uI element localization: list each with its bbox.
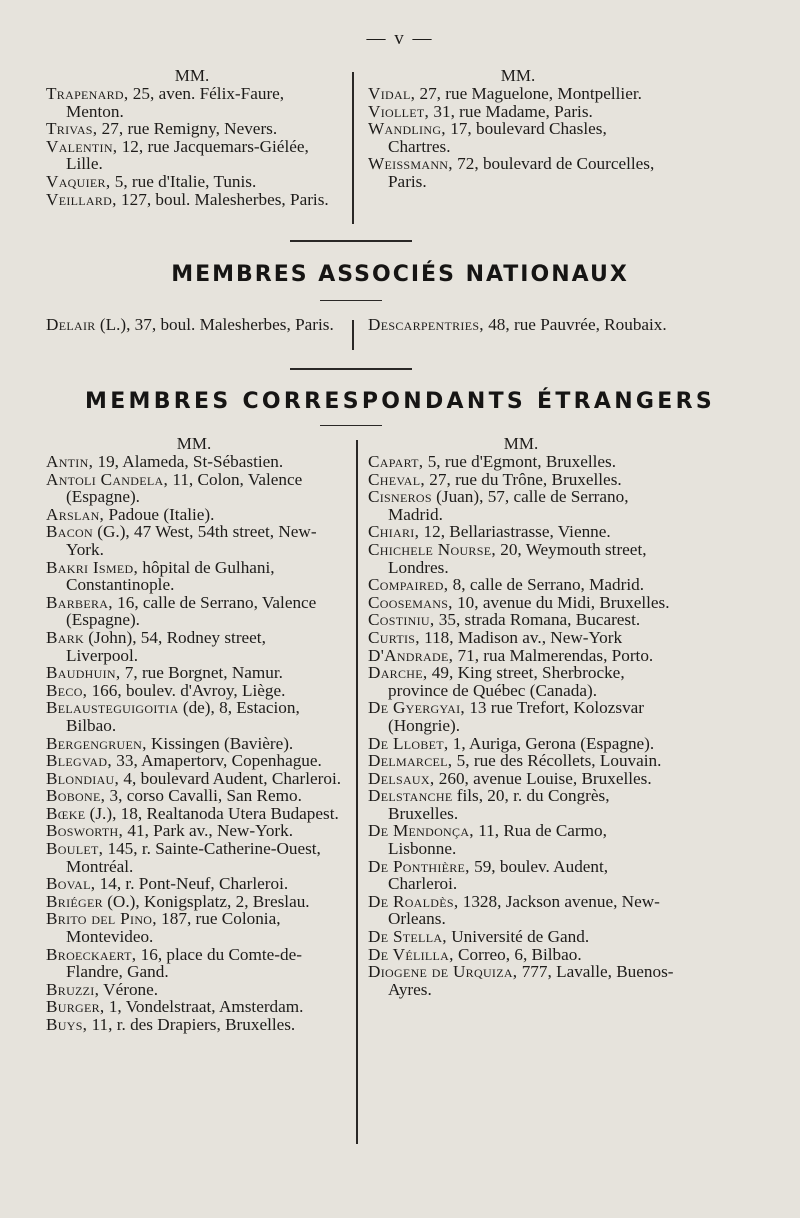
directory-entry [368, 316, 668, 334]
directory-entry [46, 805, 342, 823]
directory-entry [368, 155, 668, 190]
member-name: Bruzzi, [46, 979, 100, 999]
member-address: Correo, 6, Bilbao. [453, 944, 582, 964]
member-address: Université de Gand. [446, 927, 590, 947]
member-address: 13 rue Trefort, Kolozsvar (Hongrie). [388, 698, 645, 735]
member-name: Darche, [368, 663, 428, 683]
title-rule [320, 425, 382, 426]
directory-entry [368, 594, 674, 612]
section-title-etrangers: MEMBRES CORRESPONDANTS ÉTRANGERS [85, 389, 715, 414]
member-name: Viollet, [368, 101, 430, 121]
member-name: Briéger [46, 891, 103, 911]
directory-entry [46, 699, 342, 734]
directory-entry [46, 523, 342, 558]
directory-entry [46, 120, 338, 138]
member-address: 118, Madison av., New-York [419, 627, 623, 647]
member-name: De Ponthière, [368, 856, 470, 876]
column-divider [356, 440, 358, 1144]
directory-entry [46, 787, 342, 805]
directory-entry [368, 946, 674, 964]
member-address: 17, boulevard Chasles, Chartres. [388, 119, 607, 156]
directory-entry [368, 963, 674, 998]
member-address: 11, r. des Drapiers, Bruxelles. [87, 1015, 296, 1034]
directory-entry [368, 453, 674, 471]
member-name: Bacon [46, 522, 93, 542]
directory-entry [46, 471, 342, 506]
member-address: (J.), 18, Realtanoda Utera Budapest. [85, 803, 339, 823]
directory-entry [368, 699, 674, 734]
member-name: Coosemans, [368, 592, 453, 612]
member-name: Brito del Pino, [46, 909, 157, 929]
directory-entry [368, 752, 674, 770]
member-name: Baudhuin, [46, 663, 121, 683]
member-address: 5, rue d'Italie, Tunis. [110, 171, 257, 191]
member-address: 11, Rua de Carmo, Lisbonne. [388, 821, 607, 859]
directory-entry [46, 138, 338, 173]
member-name: Chichele Nourse, [368, 539, 496, 559]
member-name: Delstanche [368, 786, 453, 806]
page-number: — v — [366, 28, 434, 49]
directory-entry [368, 85, 668, 103]
member-address: 1328, Jackson avenue, New-Orleans. [388, 891, 660, 929]
member-address: 41, Park av., New-York. [123, 821, 294, 841]
member-name: De Mendonça, [368, 821, 474, 841]
member-address: 12, Bellariastrasse, Vienne. [419, 522, 611, 542]
directory-entry [368, 858, 674, 893]
directory-entry [46, 664, 342, 682]
directory-entry [368, 541, 674, 576]
member-address: 27, rue Remigny, Nevers. [97, 119, 278, 139]
member-name: Cheval, [368, 469, 425, 489]
member-name: Bosworth, [46, 821, 124, 841]
directory-entry [46, 910, 342, 945]
member-name: De Llobet, [368, 733, 449, 753]
column-header: MM. [503, 434, 539, 453]
member-name: Buys, [46, 1015, 88, 1034]
member-address: (O.), Konigsplatz, 2, Breslau. [102, 891, 310, 911]
column-divider [352, 72, 354, 224]
directory-entry [368, 787, 674, 822]
member-name: Belausteguigoitia [46, 698, 179, 718]
directory-entry [46, 682, 342, 700]
member-address: (L.), 37, boul. Malesherbes, Paris. [95, 315, 334, 334]
directory-entry [46, 173, 338, 191]
member-name: D'Andrade, [368, 645, 454, 665]
directory-entry [46, 85, 338, 120]
directory-entry [368, 611, 674, 629]
member-address: fils, 20, r. du Congrès, Bruxelles. [388, 786, 610, 823]
directory-entry [46, 191, 338, 209]
member-address: 187, rue Colonia, Montevideo. [66, 909, 281, 947]
directory-entry [368, 103, 668, 121]
member-address: (Juan), 57, calle de Serrano, Madrid. [388, 487, 629, 524]
member-name: Descarpentries, [368, 315, 484, 334]
member-name: Antoli Candela, [46, 469, 169, 489]
member-name: Delmarcel, [368, 751, 453, 771]
member-name: De Roaldès, [368, 891, 459, 911]
member-address: 72, boulevard de Courcelles, Paris. [388, 154, 655, 191]
directory-entry [368, 629, 674, 647]
directory-entry [368, 893, 674, 928]
member-address: 7, rue Borgnet, Namur. [120, 663, 283, 683]
member-address: 166, boulev. d'Avroy, Liège. [87, 680, 286, 700]
member-name: Bergengruen, [46, 733, 147, 753]
directory-entry [46, 946, 342, 981]
member-name: Delair [46, 315, 96, 334]
member-name: Trivas, [46, 119, 98, 139]
directory-entry [368, 523, 674, 541]
directory-entry [46, 893, 342, 911]
section-rule [290, 240, 412, 242]
member-name: Trapenard, [46, 84, 129, 103]
member-name: Valentin, [46, 136, 118, 156]
member-name: Capart, [368, 452, 424, 471]
member-address: 27, rue Maguelone, Montpellier. [415, 84, 642, 103]
member-address: 49, King street, Sherbrocke, province de Québec (Canada). [388, 663, 625, 700]
column-header: MM. [174, 66, 210, 85]
member-name: De Gyergyai, [368, 698, 466, 718]
member-name: Bobone, [46, 786, 106, 806]
directory-entry [368, 576, 674, 594]
directory-entry [368, 471, 674, 489]
directory-entry [46, 559, 342, 594]
directory-entry [46, 594, 342, 629]
member-name: Broeckaert, [46, 944, 137, 964]
member-address: 59, boulev. Audent, Charleroi. [388, 856, 609, 894]
member-address: 5, rue d'Egmont, Bruxelles. [423, 452, 616, 471]
member-address: 777, Lavalle, Buenos-Ayres. [388, 962, 674, 999]
member-address: 3, corso Cavalli, San Remo. [105, 786, 302, 806]
member-address: 27, rue du Trône, Bruxelles. [424, 469, 622, 489]
member-name: Blegvad, [46, 751, 112, 771]
member-address: (G.), 47 West, 54th street, New-York. [66, 522, 317, 559]
directory-entry [46, 316, 338, 334]
member-name: Diogene de Urquiza, [368, 962, 518, 982]
member-name: De Stella, [368, 927, 447, 947]
directory-entry [46, 875, 342, 893]
directory-entry [46, 752, 342, 770]
directory-entry [46, 1016, 342, 1034]
member-name: Burger, [46, 997, 105, 1017]
member-address: 5, rue des Récollets, Louvain. [452, 751, 662, 771]
member-address: 16, calle de Serrano, Valence (Espagne). [66, 592, 317, 630]
member-address: 16, place du Comte-de-Flandre, Gand. [66, 944, 302, 982]
member-name: Bark [46, 627, 84, 647]
directory-entry [46, 840, 342, 875]
member-address: 33, Amapertorv, Copenhague. [111, 751, 322, 771]
section-3-right-column [368, 434, 674, 1034]
member-address: 127, boul. Malesherbes, Paris. [116, 189, 329, 209]
member-name: Bœke [46, 803, 86, 823]
member-address: 25, aven. Félix-Faure, Menton. [66, 84, 285, 121]
member-name: Compaired, [368, 575, 449, 595]
directory-entry [368, 488, 674, 523]
section-title-associes: MEMBRES ASSOCIÉS NATIONAUX [171, 262, 629, 287]
member-address: Vérone. [99, 979, 159, 999]
member-address: 35, strada Romana, Bucarest. [434, 610, 641, 630]
member-address: 260, avenue Louise, Bruxelles. [434, 768, 652, 788]
member-name: Vidal, [368, 84, 416, 103]
member-address: Padoue (Italie). [104, 504, 215, 524]
member-name: De Vélilla, [368, 944, 454, 964]
section-1-columns [46, 66, 668, 208]
member-name: Blondiau, [46, 768, 120, 788]
directory-entry [46, 981, 342, 999]
member-address: 4, boulevard Audent, Charleroi. [119, 768, 342, 788]
member-name: Barbera, [46, 592, 113, 612]
member-name: Beco, [46, 680, 88, 700]
directory-entry [46, 735, 342, 753]
directory-entry [368, 120, 668, 155]
member-address: 31, rue Madame, Paris. [429, 101, 593, 121]
directory-entry [368, 664, 674, 699]
member-name: Boulet, [46, 839, 104, 859]
section-2-left-column [46, 316, 338, 334]
member-address: 145, r. Sainte-Catherine-Ouest, Montréal. [66, 839, 321, 876]
member-name: Costiniu, [368, 610, 435, 630]
directory-entry [46, 770, 342, 788]
section-3-columns [46, 434, 674, 1034]
member-name: Antin, [46, 452, 94, 471]
directory-entry [368, 770, 674, 788]
directory-entry [46, 822, 342, 840]
directory-entry [46, 629, 342, 664]
member-address: 1, Auriga, Gerona (Espagne). [448, 733, 655, 753]
directory-entry [368, 822, 674, 857]
column-header: MM. [500, 66, 536, 85]
title-rule [320, 300, 382, 301]
section-1-left-column [46, 66, 338, 208]
section-2-columns [46, 316, 668, 334]
member-address: 48, rue Pauvrée, Roubaix. [483, 315, 667, 334]
member-name: Weissmann, [368, 154, 453, 174]
member-address: hôpital de Gulhani, Constantinople. [66, 557, 275, 595]
member-address: 71, rua Malmerendas, Porto. [453, 645, 654, 665]
column-divider [352, 320, 354, 350]
member-address: (de), 8, Estacion, Bilbao. [66, 698, 300, 735]
directory-entry [368, 928, 674, 946]
section-2-right-column [368, 316, 668, 334]
section-3-left-column [46, 434, 342, 1034]
column-header: MM. [176, 434, 212, 453]
directory-entry [46, 453, 342, 471]
directory-entry [368, 735, 674, 753]
member-address: 14, r. Pont-Neuf, Charleroi. [95, 874, 289, 894]
member-address: 12, rue Jacquemars-Giélée, Lille. [66, 136, 309, 174]
section-1-right-column [368, 66, 668, 208]
member-name: Boval, [46, 874, 96, 894]
member-name: Veillard, [46, 189, 117, 209]
member-name: Bakri Ismed, [46, 557, 139, 577]
directory-entry [46, 506, 342, 524]
member-name: Curtis, [368, 627, 420, 647]
member-address: (John), 54, Rodney street, Liverpool. [66, 627, 266, 665]
directory-entry [46, 998, 342, 1016]
directory-entry [368, 647, 674, 665]
member-address: 8, calle de Serrano, Madrid. [448, 575, 645, 595]
member-name: Chiari, [368, 522, 420, 542]
member-address: 10, avenue du Midi, Bruxelles. [452, 592, 670, 612]
member-name: Delsaux, [368, 768, 435, 788]
member-name: Wandling, [368, 119, 446, 139]
member-name: Vaquier, [46, 171, 111, 191]
member-address: 1, Vondelstraat, Amsterdam. [104, 997, 304, 1017]
member-address: 20, Weymouth street, Londres. [388, 539, 647, 577]
section-rule [290, 368, 412, 370]
member-address: 11, Colon, Valence (Espagne). [66, 469, 303, 507]
member-name: Cisneros [368, 487, 432, 507]
member-address: 19, Alameda, St-Sébastien. [93, 452, 284, 471]
member-address: Kissingen (Bavière). [146, 733, 294, 753]
member-name: Arslan, [46, 504, 105, 524]
